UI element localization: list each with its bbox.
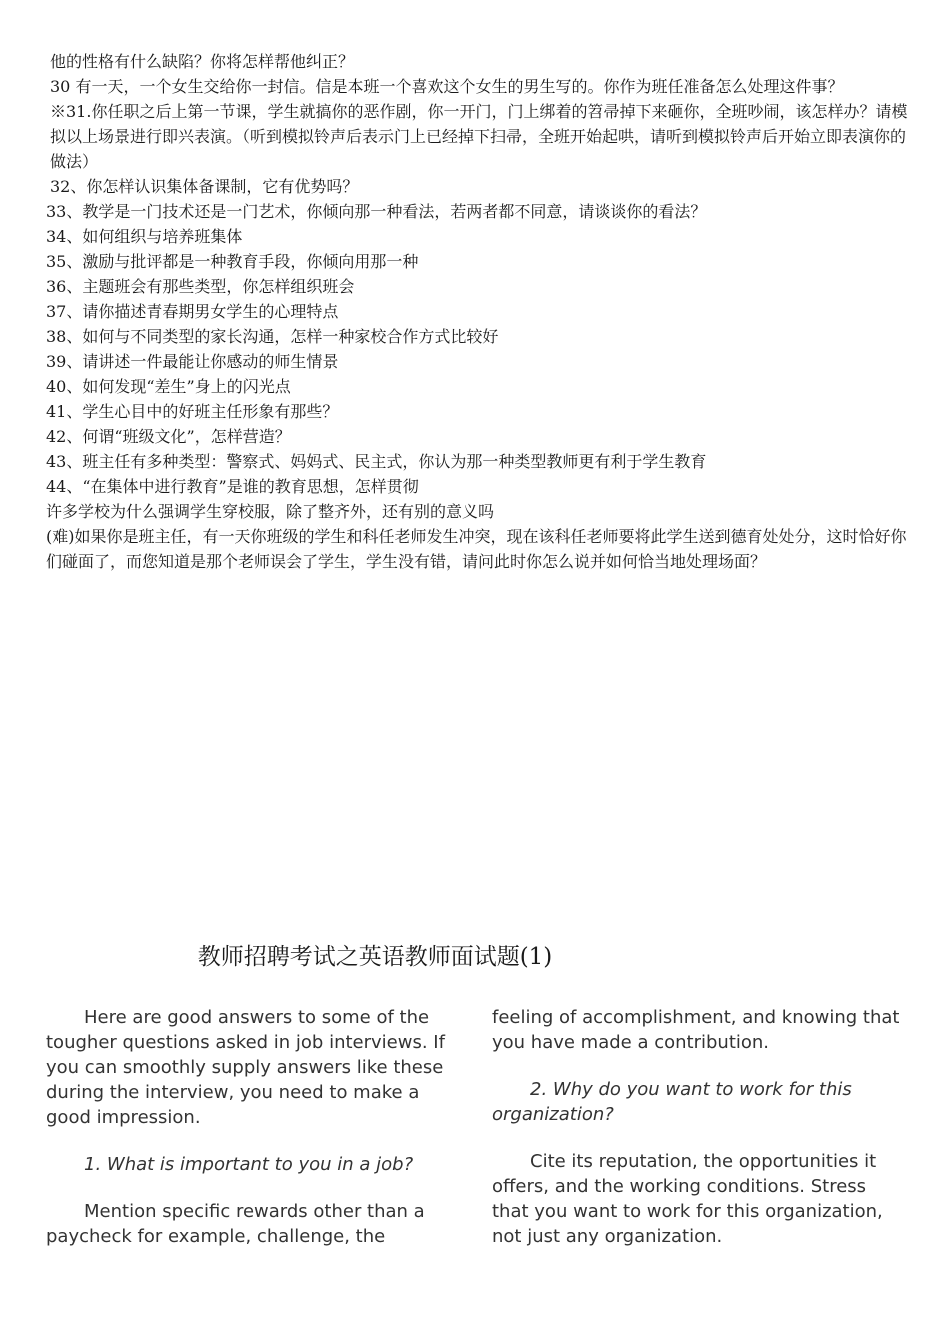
question-38: 38、如何与不同类型的家长沟通，怎样一种家校合作方式比较好	[46, 327, 499, 346]
question-32: 32、你怎样认识集体备课制，它有优势吗？	[50, 177, 359, 196]
question-36: 36、主题班会有那些类型，你怎样组织班会	[46, 277, 355, 296]
question-43: 43、班主任有多种类型：警察式、妈妈式、民主式，你认为那一种类型教师更有利于学生教育	[46, 452, 707, 471]
intro-paragraph: Here are good answers to some of the tougher questions asked in job interviews. If you can smoothly supply answers like these during the interview, you need to make a good impression.	[46, 1007, 445, 1128]
answer-2: Cite its reputation, the opportunities it offers, and the working conditions. Stress that you want to work for this organization, not just any organization.	[492, 1151, 883, 1247]
question-39: 39、请讲述一件最能让你感动的师生情景	[46, 352, 339, 371]
question-33: 33、教学是一门技术还是一门艺术，你倾向那一种看法，若两者都不同意，请谈谈你的看法？	[46, 202, 707, 221]
question-44: 44、“在集体中进行教育”是谁的教育思想，怎样贯彻	[46, 477, 419, 496]
question-42: 42、何谓“班级文化”，怎样营造？	[46, 427, 291, 446]
question-41: 41、学生心目中的好班主任形象有那些？	[46, 402, 339, 421]
question-line: 他的性格有什么缺陷？你将怎样帮他纠正？	[50, 52, 355, 71]
question-34: 34、如何组织与培养班集体	[46, 227, 243, 246]
answer-1-part1: Mention specific rewards other than a paycheck for example, challenge, the	[46, 1201, 425, 1247]
article-column-left	[46, 1005, 462, 1271]
question-uniform: 许多学校为什么强调学生穿校服，除了整齐外，还有别的意义吗	[46, 502, 495, 521]
question-list	[46, 49, 908, 574]
question-40: 40、如何发现“差生”身上的闪光点	[46, 377, 291, 396]
question-30: 30 有一天，一个女生交给你一封信。信是本班一个喜欢这个女生的男生写的。你作为班任准备怎么处理这件事？	[50, 77, 844, 96]
article-title: 教师招聘考试之英语教师面试题(1)	[197, 944, 553, 970]
question-1: 1. What is important to you in a job?	[84, 1154, 414, 1175]
answer-1-part2: feeling of accomplishment, and knowing that you have made a contribution.	[492, 1007, 900, 1053]
question-35: 35、激励与批评都是一种教育手段，你倾向用那一种	[46, 252, 419, 271]
question-hard: (难)如果你是班主任，有一天你班级的学生和科任老师发生冲突，现在该科任老师要将此学生送到德育处处分，这时恰好你们碰面了，而您知道是那个老师误会了学生，学生没有错，请问此时你怎么说并如何恰当地处理场面？	[46, 527, 907, 571]
article-column-right	[492, 1005, 908, 1271]
question-37: 37、请你描述青春期男女学生的心理特点	[46, 302, 339, 321]
question-2: 2. Why do you want to work for this organization?	[492, 1079, 852, 1125]
question-31: ※31.你任职之后上第一节课，学生就搞你的恶作剧，你一开门，门上绑着的笤帚掉下来砸你，全班吵闹，该怎样办？请模拟以上场景进行即兴表演。（听到模拟铃声后表示门上已经掉下扫帚，全班开始起哄，请听到模拟铃声后开始立即表演你的做法）	[50, 102, 908, 171]
